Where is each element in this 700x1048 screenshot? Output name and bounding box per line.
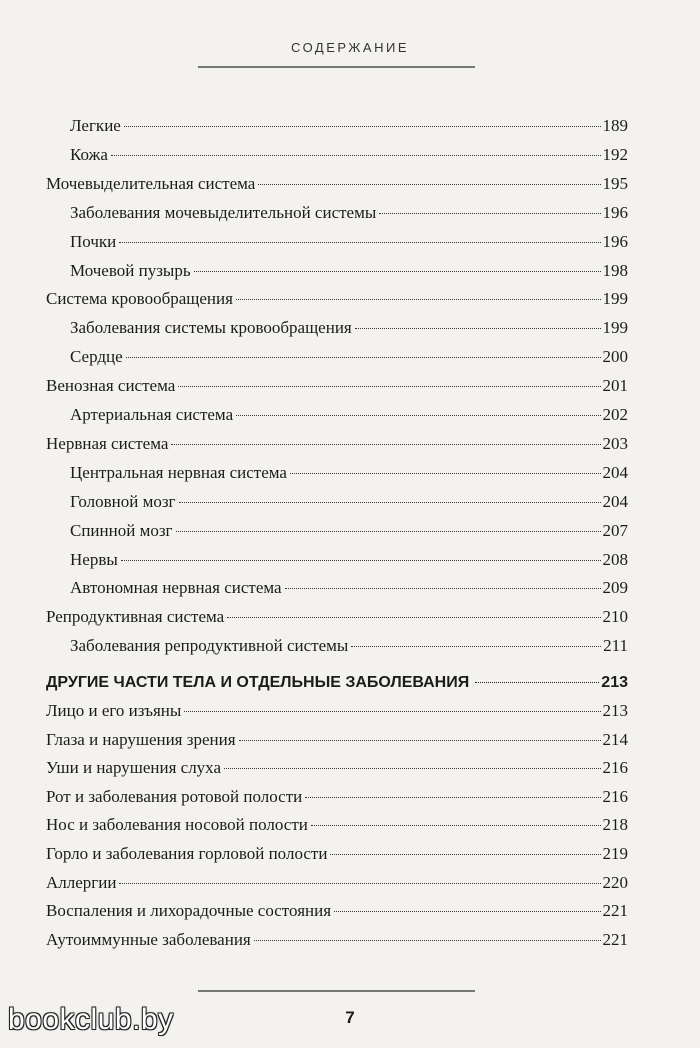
- leader-dots: [351, 646, 601, 647]
- toc-entry[interactable]: [70, 492, 628, 512]
- toc-entry-page: 220: [602, 873, 628, 892]
- toc-entry-page: 209: [602, 578, 628, 597]
- leader-dots: [236, 299, 601, 300]
- toc-entry-page: 199: [602, 289, 628, 308]
- leader-dots: [121, 560, 601, 561]
- toc-entry-title: Рот и заболевания ротовой полости: [46, 787, 303, 806]
- leader-dots: [379, 213, 600, 214]
- toc-entry[interactable]: [70, 145, 628, 165]
- leader-dots: [227, 617, 600, 618]
- toc-entry-page: 198: [602, 261, 628, 280]
- toc-entry-title: Заболевания репродуктивной системы: [70, 636, 349, 655]
- toc-entry-page: 210: [602, 607, 628, 626]
- toc-entry-title: Легкие: [70, 116, 121, 135]
- running-header: СОДЕРЖАНИЕ: [290, 40, 409, 55]
- toc-entry[interactable]: [70, 203, 628, 223]
- toc-entry[interactable]: [46, 844, 628, 864]
- toc-entry-title: Нос и заболевания носовой полости: [46, 815, 308, 834]
- toc-entry[interactable]: [70, 550, 628, 570]
- toc-entry[interactable]: [70, 347, 628, 367]
- toc-entry[interactable]: [46, 930, 628, 950]
- toc-entry-page: 203: [602, 434, 628, 453]
- leader-dots: [194, 271, 601, 272]
- toc-entry-title: Глаза и нарушения зрения: [46, 730, 236, 749]
- toc-entry[interactable]: [70, 232, 628, 252]
- toc-entry-page: 214: [602, 730, 628, 749]
- toc-entry-title: Репродуктивная система: [46, 607, 225, 626]
- toc-entry[interactable]: [46, 174, 628, 194]
- toc-entry-title: Нервы: [70, 550, 118, 569]
- toc-entry[interactable]: [46, 873, 628, 893]
- toc-entry[interactable]: [70, 636, 628, 656]
- toc-entry-title: Горло и заболевания горловой полости: [46, 844, 328, 863]
- toc-entry-page: 213: [602, 701, 628, 720]
- section-heading-page: 213: [601, 674, 628, 691]
- leader-dots: [179, 502, 601, 503]
- toc-entry-page: 216: [602, 787, 628, 806]
- leader-dots: [290, 473, 601, 474]
- leader-dots: [178, 386, 600, 387]
- leader-dots: [126, 357, 601, 358]
- toc-entry-title: Почки: [70, 232, 117, 251]
- toc-entry-title: Сердце: [70, 347, 123, 366]
- toc-entry-page: 216: [602, 758, 628, 777]
- toc-entry-title: Заболевания мочевыделительной системы: [70, 203, 377, 222]
- leader-dots: [224, 768, 601, 769]
- toc-entry[interactable]: [46, 815, 628, 835]
- toc-entry[interactable]: [46, 607, 628, 627]
- toc-entry-page: 204: [602, 492, 628, 511]
- toc-entry[interactable]: [46, 376, 628, 396]
- leader-dots: [305, 797, 600, 798]
- page-number: 7: [345, 1008, 355, 1027]
- toc-entry-title: Воспаления и лихорадочные состояния: [46, 901, 332, 920]
- toc-entry[interactable]: [46, 787, 628, 807]
- toc-entry-title: Заболевания системы кровообращения: [70, 318, 352, 337]
- toc-entry-page: 196: [602, 232, 628, 251]
- toc-entry[interactable]: [70, 463, 628, 483]
- toc-entry-title: Артериальная система: [70, 405, 234, 424]
- toc-entry-page: 208: [602, 550, 628, 569]
- leader-dots: [171, 444, 600, 445]
- toc-entry[interactable]: [70, 318, 628, 338]
- toc-entry-title: Нервная система: [46, 434, 169, 453]
- toc-entry-page: 195: [602, 174, 628, 193]
- toc-entry-title: Лицо и его изъяны: [46, 701, 182, 720]
- toc-entry-page: 200: [602, 347, 628, 366]
- toc-entry[interactable]: [70, 578, 628, 598]
- toc-entry-page: 221: [602, 901, 628, 920]
- toc-entry-page: 207: [602, 521, 628, 540]
- toc-entry[interactable]: [70, 405, 628, 425]
- toc-entry-page: 201: [602, 376, 628, 395]
- toc-entry-title: Аллергии: [46, 873, 117, 892]
- leader-dots: [355, 328, 601, 329]
- toc-entry-title: Аутоиммунные заболевания: [46, 930, 251, 949]
- section-heading[interactable]: [46, 673, 628, 693]
- toc-entry-page: 218: [602, 815, 628, 834]
- toc-entry-title: Мочевой пузырь: [70, 261, 191, 280]
- toc-entry-page: 211: [603, 636, 628, 655]
- toc-entry-page: 199: [602, 318, 628, 337]
- toc-entry[interactable]: [46, 434, 628, 454]
- toc-entry-page: 204: [602, 463, 628, 482]
- leader-dots: [258, 184, 600, 185]
- toc-entry-page: 196: [602, 203, 628, 222]
- leader-dots: [311, 825, 601, 826]
- toc-entry[interactable]: [46, 758, 628, 778]
- watermark-logo: bookclub.by: [8, 1003, 174, 1036]
- leader-dots: [239, 740, 601, 741]
- leader-dots: [330, 854, 600, 855]
- toc-entry-title: Головной мозг: [70, 492, 176, 511]
- leader-dots: [334, 911, 600, 912]
- toc-entry-title: Уши и нарушения слуха: [46, 758, 221, 777]
- leader-dots: [176, 531, 601, 532]
- toc-entry-title: Система кровообращения: [46, 289, 233, 308]
- leader-dots: [475, 682, 599, 683]
- toc-entry[interactable]: [46, 730, 628, 750]
- toc-entry[interactable]: [70, 261, 628, 281]
- toc-entry-title: Автономная нервная система: [70, 578, 282, 597]
- toc-entry-title: Кожа: [70, 145, 108, 164]
- leader-dots: [236, 415, 600, 416]
- toc-entry-page: 219: [602, 844, 628, 863]
- leader-dots: [184, 711, 600, 712]
- toc-entry[interactable]: [46, 901, 628, 921]
- leader-dots: [119, 242, 600, 243]
- toc-entry-page: 189: [602, 116, 628, 135]
- toc-entry[interactable]: [70, 521, 628, 541]
- toc-entry-page: 202: [602, 405, 628, 424]
- leader-dots: [285, 588, 601, 589]
- toc-entry-title: Венозная система: [46, 376, 176, 395]
- toc-entry[interactable]: [46, 289, 628, 309]
- leader-dots: [119, 883, 600, 884]
- toc-entry-page: 221: [602, 930, 628, 949]
- toc-entry-title: Спинной мозг: [70, 521, 173, 540]
- leader-dots: [124, 126, 601, 127]
- leader-dots: [111, 155, 601, 156]
- leader-dots: [254, 940, 601, 941]
- header-rule: [198, 66, 475, 68]
- section-heading-title: ДРУГИЕ ЧАСТИ ТЕЛА И ОТДЕЛЬНЫЕ ЗАБОЛЕВАНИЯ: [46, 674, 470, 691]
- toc-entry-page: 192: [602, 145, 628, 164]
- toc-entry-title: Мочевыделительная система: [46, 174, 256, 193]
- toc-entry[interactable]: [46, 701, 628, 721]
- toc-entry-title: Центральная нервная система: [70, 463, 287, 482]
- footer-rule: [198, 990, 475, 992]
- toc-entry[interactable]: [70, 116, 628, 136]
